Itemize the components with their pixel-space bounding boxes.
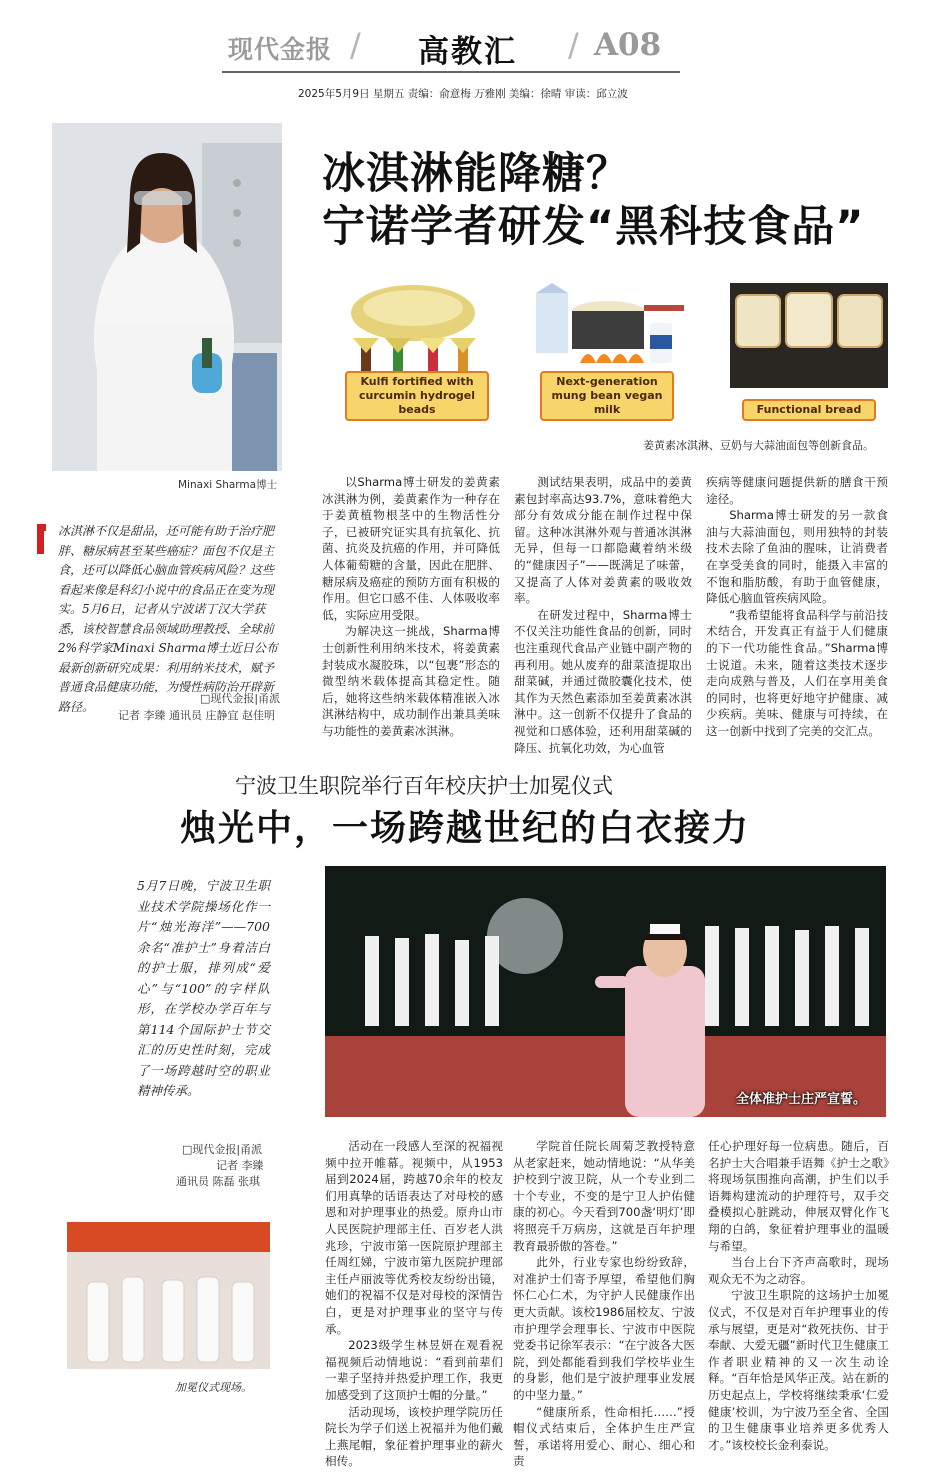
capping-ceremony-illustration	[67, 1222, 270, 1369]
nurse-oath-photo	[325, 866, 886, 1117]
story1-column-1	[322, 474, 500, 740]
story1-byline-source: □现代金报|甬派	[200, 692, 281, 705]
story1-byline-names: 记者 李臻 通讯员 庄静宜 赵佳明	[118, 709, 275, 722]
paragraph: 活动在一段感人至深的祝福视频中拉开帷幕。视频中，从1953届到2024届，跨越70余年的校友们用真挚的话语表达了对母校的感恩和对护理事业的热爱。原舟山市人民医院护理部主任、百岁老人洪兆珍，宁波市第一医院原护理部主任周红娣，宁波市第九医院护理部主任卢丽波等优秀校友纷纷出镜，她们的祝福不仅是对母校的深情告白，更是对护理事业的坚守与传承。	[325, 1139, 503, 1336]
nurse-oath-illustration	[325, 866, 886, 1117]
paragraph: Sharma博士研发的另一款食油与大蒜油面包，则用独特的封装技术去除了鱼油的腥味，让消费者在享受美食的同时，能摄入丰富的不饱和脂肪酸，有助于血管健康，降低心脑血管疾病风险。	[706, 508, 888, 606]
food-image-milk	[528, 283, 686, 423]
scientist-photo-caption: Minaxi Sharma博士	[178, 479, 278, 491]
story2-lead: 5月7日晚，宁波卫生职业技术学院操场化作一片“烛光海洋”——700余名“准护士”身着洁白的护士服，排列成“爱心”与“100”的字样队形，在学校办学百年与第114个国际护士节交汇的历史性时刻，完成了一场跨越时空的职业精神传承。	[137, 878, 270, 1098]
paragraph: 测试结果表明，成品中的姜黄素包封率高达93.7%，意味着绝大部分有效成分能在制作过程中保留。这种冰淇淋外观与普通冰淇淋无异，但每一口都隐藏着纳米级的“健康因子”——既满足了味蕾，又提高了人体对姜黄素的吸收效率。	[514, 475, 692, 606]
paragraph: 疾病等健康问题提供新的膳食干预途径。	[706, 475, 888, 506]
paragraph: 活动现场，该校护理学院历任院长为学子们送上祝福并为他们戴上燕尾帽，象征着护理事业的薪火相传。	[325, 1404, 503, 1469]
headline-line-2: 宁诺学者研发“黑科技食品”	[322, 202, 865, 252]
masthead-divider: /	[350, 26, 361, 64]
masthead-rule	[222, 71, 680, 73]
story1-column-2	[514, 474, 692, 756]
paragraph: 当台上台下齐声高歌时，现场观众无不为之动容。	[708, 1255, 889, 1286]
paragraph: 此外，行业专家也纷纷致辞，对准护士们寄予厚望，希望他们胸怀仁心仁术，为守护人民健康作出更大贡献。该校1986届校友、宁波市护理学会理事长、宁波市中医院党委书记徐军表示：“在宁波各大医院，到处都能看到我们学校毕业生的身影，他们是宁波护理事业发展的中坚力量。”	[513, 1255, 695, 1402]
paragraph: 为解决这一挑战，Sharma博士创新性利用纳米技术，将姜黄素封装成水凝胶珠，以“包裹”形态的微型纳米载体提高其稳定性。随后，她将这些纳米载体精准嵌入冰淇淋结构中，成功制作出兼具美味与功能性的姜黄素冰淇淋。	[322, 624, 500, 738]
lead-marker	[37, 524, 46, 554]
paragraph: 2023级学生林昱妍在观看祝福视频后动情地说：“看到前辈们一辈子坚持并热爱护理工作，我更加感受到了这顶护士帽的分量。”	[325, 1338, 503, 1402]
story2-column-1	[325, 1138, 503, 1470]
food-label: Next-generation mung bean vegan milk	[540, 371, 674, 421]
headline-line-1: 冰淇淋能降糖？	[322, 149, 630, 199]
scientist-photo	[52, 123, 282, 471]
story2-byline-source: □现代金报|甬派	[182, 1143, 263, 1156]
food-image-bread	[730, 283, 888, 423]
paragraph: 学院首任院长周菊芝教授特意从老家赶来，她动情地说：“从华美护校到宁波卫院，从一个专业到二十个专业，不变的是宁卫人护佑健康的初心。今天看到700盏‘明灯’即将照亮千万病房，这就是百年护理教育最骄傲的答卷。”	[513, 1139, 695, 1253]
capping-ceremony-caption: 加冕仪式现场。	[175, 1381, 252, 1394]
nurse-oath-caption: 全体准护士庄严宣誓。	[736, 1092, 867, 1107]
story2-headline: 烛光中，一场跨越世纪的白衣接力	[180, 808, 751, 849]
food-image-caption: 姜黄素冰淇淋、豆奶与大蒜油面包等创新食品。	[643, 439, 874, 452]
story1-column-3	[706, 474, 888, 740]
paragraph: 宁波卫生职院的这场护士加冕仪式，不仅是对百年护理事业的传承与展望，更是对“救死扶伤、甘于奉献、大爱无疆”新时代卫生健康工作者职业精神的又一次生动诠释。“百年恰是风华正茂。站在新的历史起点上，学校将继续秉承‘仁爱 健康’校训，为宁波乃至全省、全国的卫生健康事业培养更多优秀人才。”该校校长金利泰说。	[708, 1288, 889, 1452]
capping-ceremony-photo	[67, 1222, 270, 1369]
story2-kicker: 宁波卫生职院举行百年校庆护士加冕仪式	[235, 774, 613, 798]
paragraph: “我希望能将食品科学与前沿技术结合，开发真正有益于人们健康的下一代功能性食品。”Sharma博士说道。未来，随着这类技术逐步走向成熟与普及，人们在享用美食的同时，也将更好地守护健康、减少疾病。美味、健康与可持续，在这一创新中找到了完美的交汇点。	[706, 607, 888, 738]
masthead-divider: /	[568, 26, 579, 64]
story2-byline-correspondents: 通讯员 陈磊 张琪	[176, 1175, 260, 1188]
food-label: Kulfi fortified with curcumin hydrogel beads	[345, 371, 489, 421]
story2-column-2	[513, 1138, 695, 1470]
paragraph: 在研发过程中，Sharma博士不仅关注功能性食品的创新，同时也注重现代食品产业链中副产物的再利用。她从废弃的甜菜渣提取出甜菜碱，并通过微胶囊化技术，使其作为天然色素添加至姜黄素冰淇淋中。这一创新不仅提升了食品的视觉和口感体验，还利用甜菜碱的降压、抗氧化功效，为心血管	[514, 607, 692, 755]
paragraph: 以Sharma博士研发的姜黄素冰淇淋为例，姜黄素作为一种存在于姜黄植物根茎中的生物活性分子，已被研究证实具有抗氧化、抗菌、抗炎及抗癌的作用，并可降低人体葡萄糖的含量，因此在肥胖、糖尿病及癌症的预防方面有积极的作用。但它口感不佳、人体吸收率低，实际应用受限。	[322, 475, 500, 622]
section-name: 高教汇	[418, 34, 517, 70]
story2-byline-reporter: 记者 李臻	[216, 1159, 264, 1172]
food-image-icecream	[333, 283, 501, 423]
bread-illustration	[730, 283, 888, 388]
scientist-illustration	[52, 123, 282, 471]
page-number: A08	[594, 27, 662, 63]
story2-column-3	[708, 1138, 889, 1453]
newspaper-name: 现代金报	[228, 35, 333, 64]
story1-lead: 冰淇淋不仅是甜品，还可能有助于治疗肥胖、糖尿病甚至某些癌症？面包不仅是主食，还可以降低心脑血管疾病风险？这些看起来像是科幻小说中的食品正在变为现实。5月6日，记者从宁波诺丁汉大学获悉，该校智慧食品领域助理教授、全球前2%科学家Minaxi Sharma博士近日公布最新创新研究成果：利用纳米技术，赋予普通食品健康功能，为慢性病防治开辟新路径。	[58, 524, 278, 714]
paragraph: “健康所系，性命相托……”授帽仪式结束后，全体护生庄严宣誓，承诺将用爱心、耐心、细心和责	[513, 1404, 695, 1469]
dateline: 2025年5月9日 星期五 责编：俞意梅 万雅刚 美编：徐晴 审读：邱立波	[298, 88, 628, 100]
paragraph: 任心护理好每一位病患。随后，百名护士大合唱兼手语舞《护士之歌》将现场氛围推向高潮，护生们以手语舞构建流动的护理符号，双手交叠模拟心脏跳动，伸展双臂化作飞翔的白鸽，象征着护理事业的温暖与希望。	[708, 1139, 889, 1253]
food-label: Functional bread	[742, 399, 876, 421]
